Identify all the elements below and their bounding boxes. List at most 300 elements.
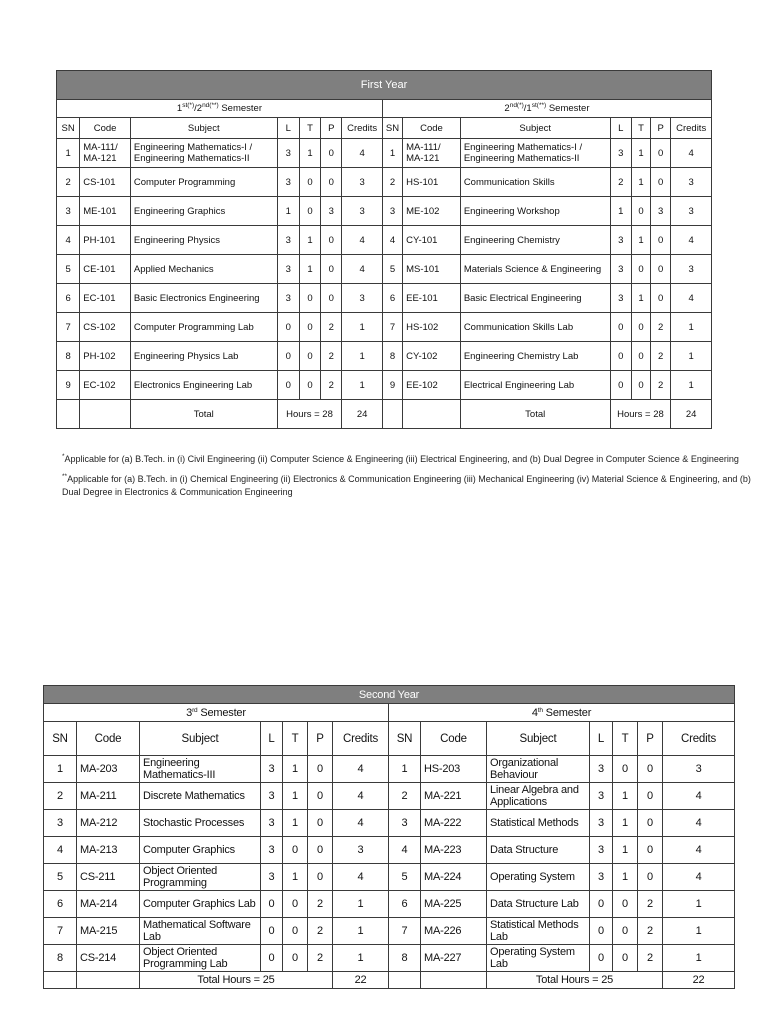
cell-subject: Object Oriented Programming Lab: [140, 945, 261, 972]
cell-code: MA-203: [77, 756, 140, 783]
cell-sn: 7: [44, 918, 77, 945]
cell-credits: 1: [342, 371, 382, 400]
col-credits: Credits: [342, 118, 382, 139]
cell-p: 0: [651, 226, 671, 255]
total-credits: 24: [342, 400, 382, 429]
cell-code: ME-101: [80, 197, 131, 226]
cell-l: 3: [261, 810, 283, 837]
cell-l: 3: [277, 168, 299, 197]
total-credits: 22: [663, 972, 735, 989]
cell-l: 3: [277, 284, 299, 313]
cell-l: 3: [610, 226, 631, 255]
cell-l: 0: [277, 342, 299, 371]
cell-l: 0: [261, 918, 283, 945]
total-hours: Hours = 28: [610, 400, 671, 429]
cell-p: 3: [651, 197, 671, 226]
cell-l: 2: [610, 168, 631, 197]
cell-sn: 8: [382, 342, 402, 371]
cell-credits: 1: [333, 891, 389, 918]
cell-t: 0: [283, 837, 308, 864]
cell-p: 0: [321, 168, 342, 197]
cell-subject: Mathematical Software Lab: [140, 918, 261, 945]
cell-credits: 4: [671, 226, 712, 255]
cell-l: 3: [610, 255, 631, 284]
cell-subject: Basic Electrical Engineering: [460, 284, 610, 313]
semester-4-heading: 4th Semester: [389, 704, 735, 722]
cell-credits: 1: [671, 342, 712, 371]
table-row: [44, 756, 735, 783]
total-hours: Hours = 28: [277, 400, 342, 429]
cell-code: MA-227: [421, 945, 487, 972]
cell-subject: Statistical Methods: [487, 810, 590, 837]
cell-credits: 3: [671, 168, 712, 197]
cell-code: HS-102: [403, 313, 461, 342]
cell-sn: 3: [57, 197, 80, 226]
cell-p: 3: [321, 197, 342, 226]
cell-t: 0: [299, 342, 320, 371]
cell-t: 0: [299, 197, 320, 226]
cell-sn: 6: [44, 891, 77, 918]
table-row: [44, 918, 735, 945]
cell-credits: 3: [342, 197, 382, 226]
cell-credits: 4: [333, 810, 389, 837]
col-p: P: [651, 118, 671, 139]
cell-t: 1: [631, 226, 650, 255]
cell-code: MS-101: [403, 255, 461, 284]
table-row: [57, 255, 712, 284]
cell-t: 1: [283, 810, 308, 837]
cell-p: 0: [308, 783, 333, 810]
cell-credits: 3: [663, 756, 735, 783]
col-subject: Subject: [460, 118, 610, 139]
table-row: [57, 313, 712, 342]
cell-t: 1: [299, 226, 320, 255]
table-row: [57, 139, 712, 168]
cell-credits: 4: [342, 139, 382, 168]
cell-subject: Engineering Graphics: [130, 197, 277, 226]
cell-credits: 1: [663, 945, 735, 972]
footnote-single-star: *Applicable for (a) B.Tech. in (i) Civil Engineering (ii) Computer Science & Engineering (iii) Electrical Engineering, and (b) Dual Degree in Computer Science & Engineering: [62, 453, 739, 464]
cell-t: 1: [631, 139, 650, 168]
cell-credits: 1: [671, 371, 712, 400]
col-code: Code: [77, 722, 140, 756]
cell-t: 1: [613, 864, 638, 891]
cell-code: CY-102: [403, 342, 461, 371]
cell-credits: 4: [342, 255, 382, 284]
cell-l: 3: [277, 255, 299, 284]
cell-code: ME-102: [403, 197, 461, 226]
cell-p: 0: [321, 284, 342, 313]
footnote-double-star: **Applicable for (a) B.Tech. in (i) Chemical Engineering (ii) Electronics & Communication Engineering (iii) Mechanical Engineering (iv) Material Science & Engineering, and (b) Dual Degree in Electronics & Communication Engineering: [62, 473, 751, 497]
table-row: [57, 342, 712, 371]
cell-t: 0: [631, 255, 650, 284]
cell-l: 0: [590, 945, 613, 972]
col-sn: SN: [57, 118, 80, 139]
total-label: Total: [460, 400, 610, 429]
cell-l: 3: [610, 139, 631, 168]
cell-subject: Engineering Chemistry Lab: [460, 342, 610, 371]
cell-sn: 2: [44, 783, 77, 810]
col-p: P: [321, 118, 342, 139]
cell-subject: Data Structure Lab: [487, 891, 590, 918]
cell-sn: 9: [57, 371, 80, 400]
cell-credits: 1: [663, 891, 735, 918]
cell-l: 3: [277, 139, 299, 168]
cell-l: 0: [277, 371, 299, 400]
cell-p: 0: [638, 837, 663, 864]
cell-p: 2: [638, 945, 663, 972]
cell-t: 0: [613, 891, 638, 918]
cell-p: 0: [651, 284, 671, 313]
cell-code: MA-222: [421, 810, 487, 837]
cell-t: 1: [283, 864, 308, 891]
cell-code: MA-226: [421, 918, 487, 945]
cell-sn: 2: [382, 168, 402, 197]
cell-sn: 5: [44, 864, 77, 891]
cell-t: 1: [299, 139, 320, 168]
table-row: [44, 891, 735, 918]
total-hours: Total Hours = 25: [487, 972, 663, 989]
total-credits: 24: [671, 400, 712, 429]
cell-code: EE-102: [403, 371, 461, 400]
table-row: [57, 226, 712, 255]
cell-code: MA-223: [421, 837, 487, 864]
cell-sn: 6: [382, 284, 402, 313]
cell-sn: 8: [57, 342, 80, 371]
cell-sn: 7: [389, 918, 421, 945]
cell-t: 0: [299, 313, 320, 342]
cell-t: 0: [631, 197, 650, 226]
cell-code: EE-101: [403, 284, 461, 313]
cell-p: 0: [638, 783, 663, 810]
cell-l: 3: [261, 864, 283, 891]
cell-p: 0: [321, 255, 342, 284]
cell-sn: 3: [382, 197, 402, 226]
col-t: T: [613, 722, 638, 756]
semester-1-2-heading: $1^{st(*)}/2^{nd(**)}$ Semester: [57, 100, 383, 118]
cell-code: MA-111/ MA-121: [403, 139, 461, 168]
cell-subject: Engineering Workshop: [460, 197, 610, 226]
col-code: Code: [403, 118, 461, 139]
cell-l: 3: [277, 226, 299, 255]
cell-subject: Engineering Physics: [130, 226, 277, 255]
first-year-total-row: [57, 400, 712, 429]
second-year-total-row: [44, 972, 735, 989]
cell-subject: Stochastic Processes: [140, 810, 261, 837]
cell-sn: 1: [57, 139, 80, 168]
cell-sn: 4: [389, 837, 421, 864]
cell-sn: 2: [57, 168, 80, 197]
cell-subject: Computer Programming: [130, 168, 277, 197]
first-year-column-header-row: [57, 118, 712, 139]
cell-code: HS-101: [403, 168, 461, 197]
cell-code: CS-211: [77, 864, 140, 891]
cell-p: 2: [651, 371, 671, 400]
cell-l: 0: [610, 313, 631, 342]
cell-p: 2: [308, 945, 333, 972]
cell-code: MA-211: [77, 783, 140, 810]
second-year-column-header-row: [44, 722, 735, 756]
cell-t: 0: [613, 756, 638, 783]
cell-credits: 1: [671, 313, 712, 342]
cell-code: MA-225: [421, 891, 487, 918]
cell-t: 1: [283, 783, 308, 810]
cell-t: 1: [613, 837, 638, 864]
cell-t: 1: [299, 255, 320, 284]
cell-sn: 9: [382, 371, 402, 400]
cell-t: 1: [283, 756, 308, 783]
cell-code: HS-203: [421, 756, 487, 783]
cell-credits: 3: [342, 168, 382, 197]
total-label: Total: [130, 400, 277, 429]
cell-credits: 4: [671, 284, 712, 313]
cell-l: 3: [590, 864, 613, 891]
cell-credits: 4: [663, 810, 735, 837]
table-row: [57, 168, 712, 197]
cell-subject: Materials Science & Engineering: [460, 255, 610, 284]
cell-credits: 1: [333, 918, 389, 945]
table-row: [57, 284, 712, 313]
cell-credits: 1: [342, 342, 382, 371]
cell-l: 0: [610, 371, 631, 400]
col-l: L: [277, 118, 299, 139]
cell-p: 2: [308, 918, 333, 945]
cell-code: PH-102: [80, 342, 131, 371]
col-subject: Subject: [130, 118, 277, 139]
table-row: [44, 837, 735, 864]
cell-credits: 3: [342, 284, 382, 313]
cell-t: 0: [631, 342, 650, 371]
col-subject: Subject: [487, 722, 590, 756]
cell-t: 0: [299, 371, 320, 400]
cell-p: 0: [321, 226, 342, 255]
cell-code: MA-111/ MA-121: [80, 139, 131, 168]
cell-sn: 6: [389, 891, 421, 918]
cell-l: 0: [261, 891, 283, 918]
cell-p: 2: [321, 342, 342, 371]
cell-subject: Engineering Chemistry: [460, 226, 610, 255]
cell-p: 0: [308, 810, 333, 837]
cell-credits: 4: [663, 864, 735, 891]
cell-p: 0: [308, 756, 333, 783]
cell-sn: 4: [57, 226, 80, 255]
cell-p: 0: [308, 864, 333, 891]
cell-subject: Communication Skills: [460, 168, 610, 197]
cell-t: 0: [631, 313, 650, 342]
cell-p: 2: [651, 313, 671, 342]
cell-t: 0: [631, 371, 650, 400]
cell-subject: Electronics Engineering Lab: [130, 371, 277, 400]
col-l: L: [590, 722, 613, 756]
cell-sn: 7: [57, 313, 80, 342]
cell-t: 1: [613, 783, 638, 810]
cell-code: MA-215: [77, 918, 140, 945]
cell-credits: 4: [663, 783, 735, 810]
cell-subject: Basic Electronics Engineering: [130, 284, 277, 313]
col-credits: Credits: [663, 722, 735, 756]
col-t: T: [631, 118, 650, 139]
cell-code: MA-213: [77, 837, 140, 864]
first-year-banner: First Year: [57, 71, 712, 100]
col-subject: Subject: [140, 722, 261, 756]
col-sn: SN: [44, 722, 77, 756]
col-credits: Credits: [671, 118, 712, 139]
cell-p: 0: [638, 756, 663, 783]
cell-p: 0: [638, 810, 663, 837]
cell-sn: 5: [389, 864, 421, 891]
cell-subject: Object Oriented Programming: [140, 864, 261, 891]
cell-t: 0: [283, 918, 308, 945]
cell-credits: 4: [333, 756, 389, 783]
cell-subject: Electrical Engineering Lab: [460, 371, 610, 400]
cell-code: CS-101: [80, 168, 131, 197]
semester-2-1-heading: $2^{nd(*)}/1^{st(**)}$ Semester: [382, 100, 711, 118]
cell-l: 3: [261, 837, 283, 864]
cell-subject: Discrete Mathematics: [140, 783, 261, 810]
table-row: [44, 945, 735, 972]
table-row: [57, 197, 712, 226]
cell-p: 0: [321, 139, 342, 168]
cell-sn: 1: [382, 139, 402, 168]
cell-code: CS-102: [80, 313, 131, 342]
cell-p: 0: [308, 837, 333, 864]
cell-sn: 4: [382, 226, 402, 255]
cell-credits: 4: [333, 783, 389, 810]
cell-sn: 3: [44, 810, 77, 837]
cell-code: MA-221: [421, 783, 487, 810]
cell-credits: 3: [671, 255, 712, 284]
cell-credits: 4: [333, 864, 389, 891]
cell-t: 0: [299, 284, 320, 313]
cell-t: 1: [613, 810, 638, 837]
table-row: [44, 864, 735, 891]
cell-credits: 4: [671, 139, 712, 168]
cell-l: 0: [261, 945, 283, 972]
cell-subject: Organizational Behaviour: [487, 756, 590, 783]
cell-p: 2: [321, 313, 342, 342]
cell-p: 2: [638, 891, 663, 918]
cell-sn: 7: [382, 313, 402, 342]
cell-code: CE-101: [80, 255, 131, 284]
cell-code: MA-214: [77, 891, 140, 918]
cell-subject: Engineering Mathematics-I / Engineering Mathematics-II: [130, 139, 277, 168]
cell-l: 1: [277, 197, 299, 226]
col-t: T: [283, 722, 308, 756]
cell-subject: Engineering Physics Lab: [130, 342, 277, 371]
cell-t: 1: [631, 284, 650, 313]
cell-l: 3: [261, 783, 283, 810]
col-sn: SN: [389, 722, 421, 756]
cell-subject: Engineering Mathematics-III: [140, 756, 261, 783]
cell-subject: Applied Mechanics: [130, 255, 277, 284]
cell-p: 2: [638, 918, 663, 945]
col-p: P: [638, 722, 663, 756]
cell-sn: 5: [57, 255, 80, 284]
cell-code: EC-102: [80, 371, 131, 400]
cell-sn: 2: [389, 783, 421, 810]
semester-3-heading: 3rd Semester: [44, 704, 389, 722]
cell-code: CS-214: [77, 945, 140, 972]
cell-p: 2: [651, 342, 671, 371]
col-t: T: [299, 118, 320, 139]
cell-credits: 1: [333, 945, 389, 972]
cell-t: 0: [299, 168, 320, 197]
cell-sn: 8: [389, 945, 421, 972]
cell-p: 2: [321, 371, 342, 400]
cell-subject: Statistical Methods Lab: [487, 918, 590, 945]
cell-l: 1: [610, 197, 631, 226]
cell-l: 0: [590, 918, 613, 945]
cell-l: 0: [277, 313, 299, 342]
cell-sn: 8: [44, 945, 77, 972]
second-year-banner: Second Year: [44, 686, 735, 704]
cell-subject: Operating System Lab: [487, 945, 590, 972]
cell-credits: 1: [663, 918, 735, 945]
cell-credits: 4: [663, 837, 735, 864]
col-code: Code: [80, 118, 131, 139]
cell-sn: 5: [382, 255, 402, 284]
table-row: [57, 371, 712, 400]
cell-l: 0: [610, 342, 631, 371]
cell-subject: Engineering Mathematics-I / Engineering Mathematics-II: [460, 139, 610, 168]
cell-t: 0: [613, 918, 638, 945]
second-year-table: [43, 685, 735, 989]
cell-code: PH-101: [80, 226, 131, 255]
cell-credits: 3: [333, 837, 389, 864]
cell-subject: Computer Programming Lab: [130, 313, 277, 342]
cell-subject: Computer Graphics: [140, 837, 261, 864]
cell-code: CY-101: [403, 226, 461, 255]
cell-t: 1: [631, 168, 650, 197]
cell-subject: Data Structure: [487, 837, 590, 864]
cell-sn: 1: [44, 756, 77, 783]
cell-code: EC-101: [80, 284, 131, 313]
cell-t: 0: [283, 945, 308, 972]
cell-p: 0: [638, 864, 663, 891]
cell-subject: Computer Graphics Lab: [140, 891, 261, 918]
cell-l: 3: [261, 756, 283, 783]
cell-sn: 3: [389, 810, 421, 837]
cell-code: MA-212: [77, 810, 140, 837]
cell-p: 0: [651, 255, 671, 284]
cell-l: 3: [590, 756, 613, 783]
cell-credits: 1: [342, 313, 382, 342]
cell-subject: Operating System: [487, 864, 590, 891]
col-p: P: [308, 722, 333, 756]
cell-sn: 6: [57, 284, 80, 313]
table-row: [44, 783, 735, 810]
cell-sn: 1: [389, 756, 421, 783]
cell-p: 0: [651, 168, 671, 197]
col-l: L: [261, 722, 283, 756]
cell-l: 3: [590, 810, 613, 837]
cell-code: MA-224: [421, 864, 487, 891]
col-l: L: [610, 118, 631, 139]
col-code: Code: [421, 722, 487, 756]
total-hours: Total Hours = 25: [140, 972, 333, 989]
cell-l: 3: [590, 837, 613, 864]
table-row: [44, 810, 735, 837]
cell-t: 0: [283, 891, 308, 918]
col-sn: SN: [382, 118, 402, 139]
cell-subject: Linear Algebra and Applications: [487, 783, 590, 810]
cell-credits: 3: [671, 197, 712, 226]
cell-l: 0: [590, 891, 613, 918]
cell-l: 3: [610, 284, 631, 313]
col-credits: Credits: [333, 722, 389, 756]
cell-credits: 4: [342, 226, 382, 255]
cell-p: 0: [651, 139, 671, 168]
